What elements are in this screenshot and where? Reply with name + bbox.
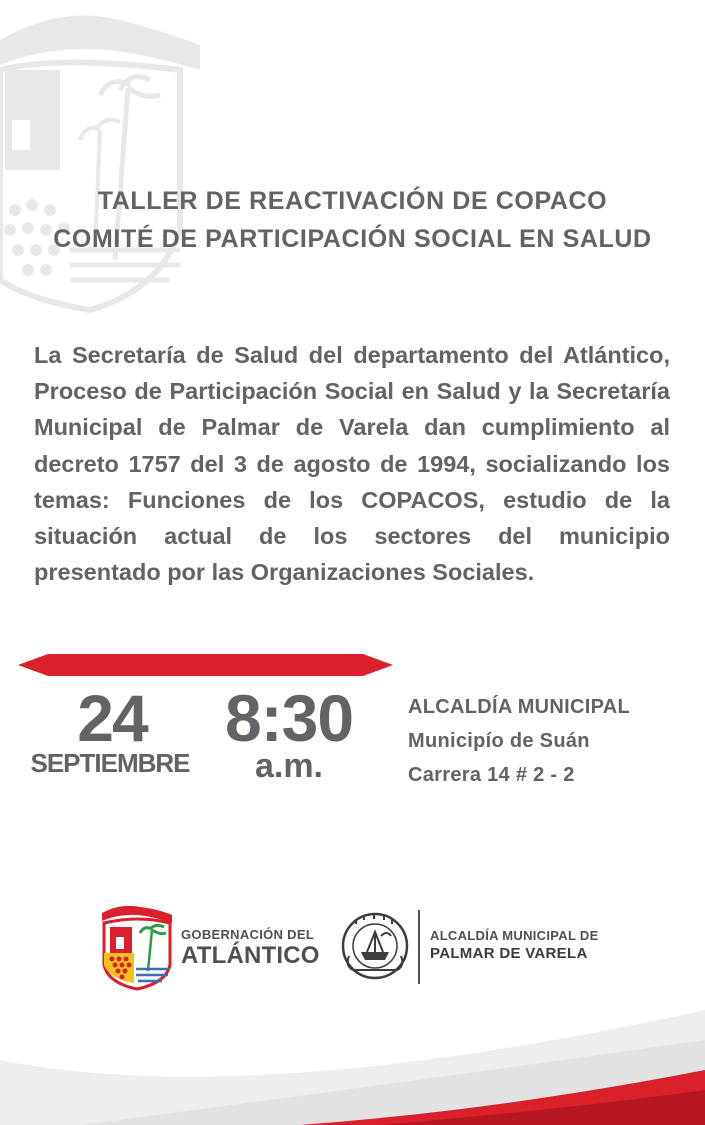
municipal-seal-icon <box>341 912 409 980</box>
watermark-shield-icon <box>0 0 205 320</box>
alcaldia-label <box>430 928 599 965</box>
date-ribbon <box>18 654 393 676</box>
gobernacion-label <box>181 927 320 970</box>
event-month: SEPTIEMBRE <box>30 748 190 778</box>
event-description: La Secretaría de Salud del departamento del Atlántico, Proceso de Participación Social en Salud y la Secretaría Municipal de Palmar de Varela dan cumplimiento al decreto 1757 del 3 de agosto de 1994, socializando los temas: Funciones de los COPACOS, estudio de la situación actual de los sectores del municipio presentado por las Organizaciones Sociales. <box>34 342 670 586</box>
alcaldia-label-small: ALCALDÍA MUNICIPAL DE <box>430 928 599 943</box>
gobernacion-label-small: GOBERNACIÓN DEL <box>181 927 315 942</box>
event-title: TALLER DE REACTIVACIÓN DE COPACO <box>97 187 608 215</box>
event-day: 24 <box>77 681 147 755</box>
venue-municipality: Municipío de Suán <box>408 730 590 752</box>
logo-divider <box>418 910 420 984</box>
gobernacion-shield-icon <box>100 903 174 991</box>
alcaldia-label-big: PALMAR DE VARELA <box>430 945 588 962</box>
gobernacion-label-big: ATLÁNTICO <box>181 942 320 969</box>
event-subtitle: COMITÉ DE PARTICIPACIÓN SOCIAL EN SALUD <box>53 225 652 253</box>
venue-address: Carrera 14 # 2 - 2 <box>408 764 575 786</box>
footer-decoration <box>0 1000 705 1125</box>
event-time: 8:30 <box>224 681 354 755</box>
venue-name: ALCALDÍA MUNICIPAL <box>408 696 631 718</box>
venue-block <box>408 690 630 792</box>
event-time-suffix: a.m. <box>254 747 324 785</box>
